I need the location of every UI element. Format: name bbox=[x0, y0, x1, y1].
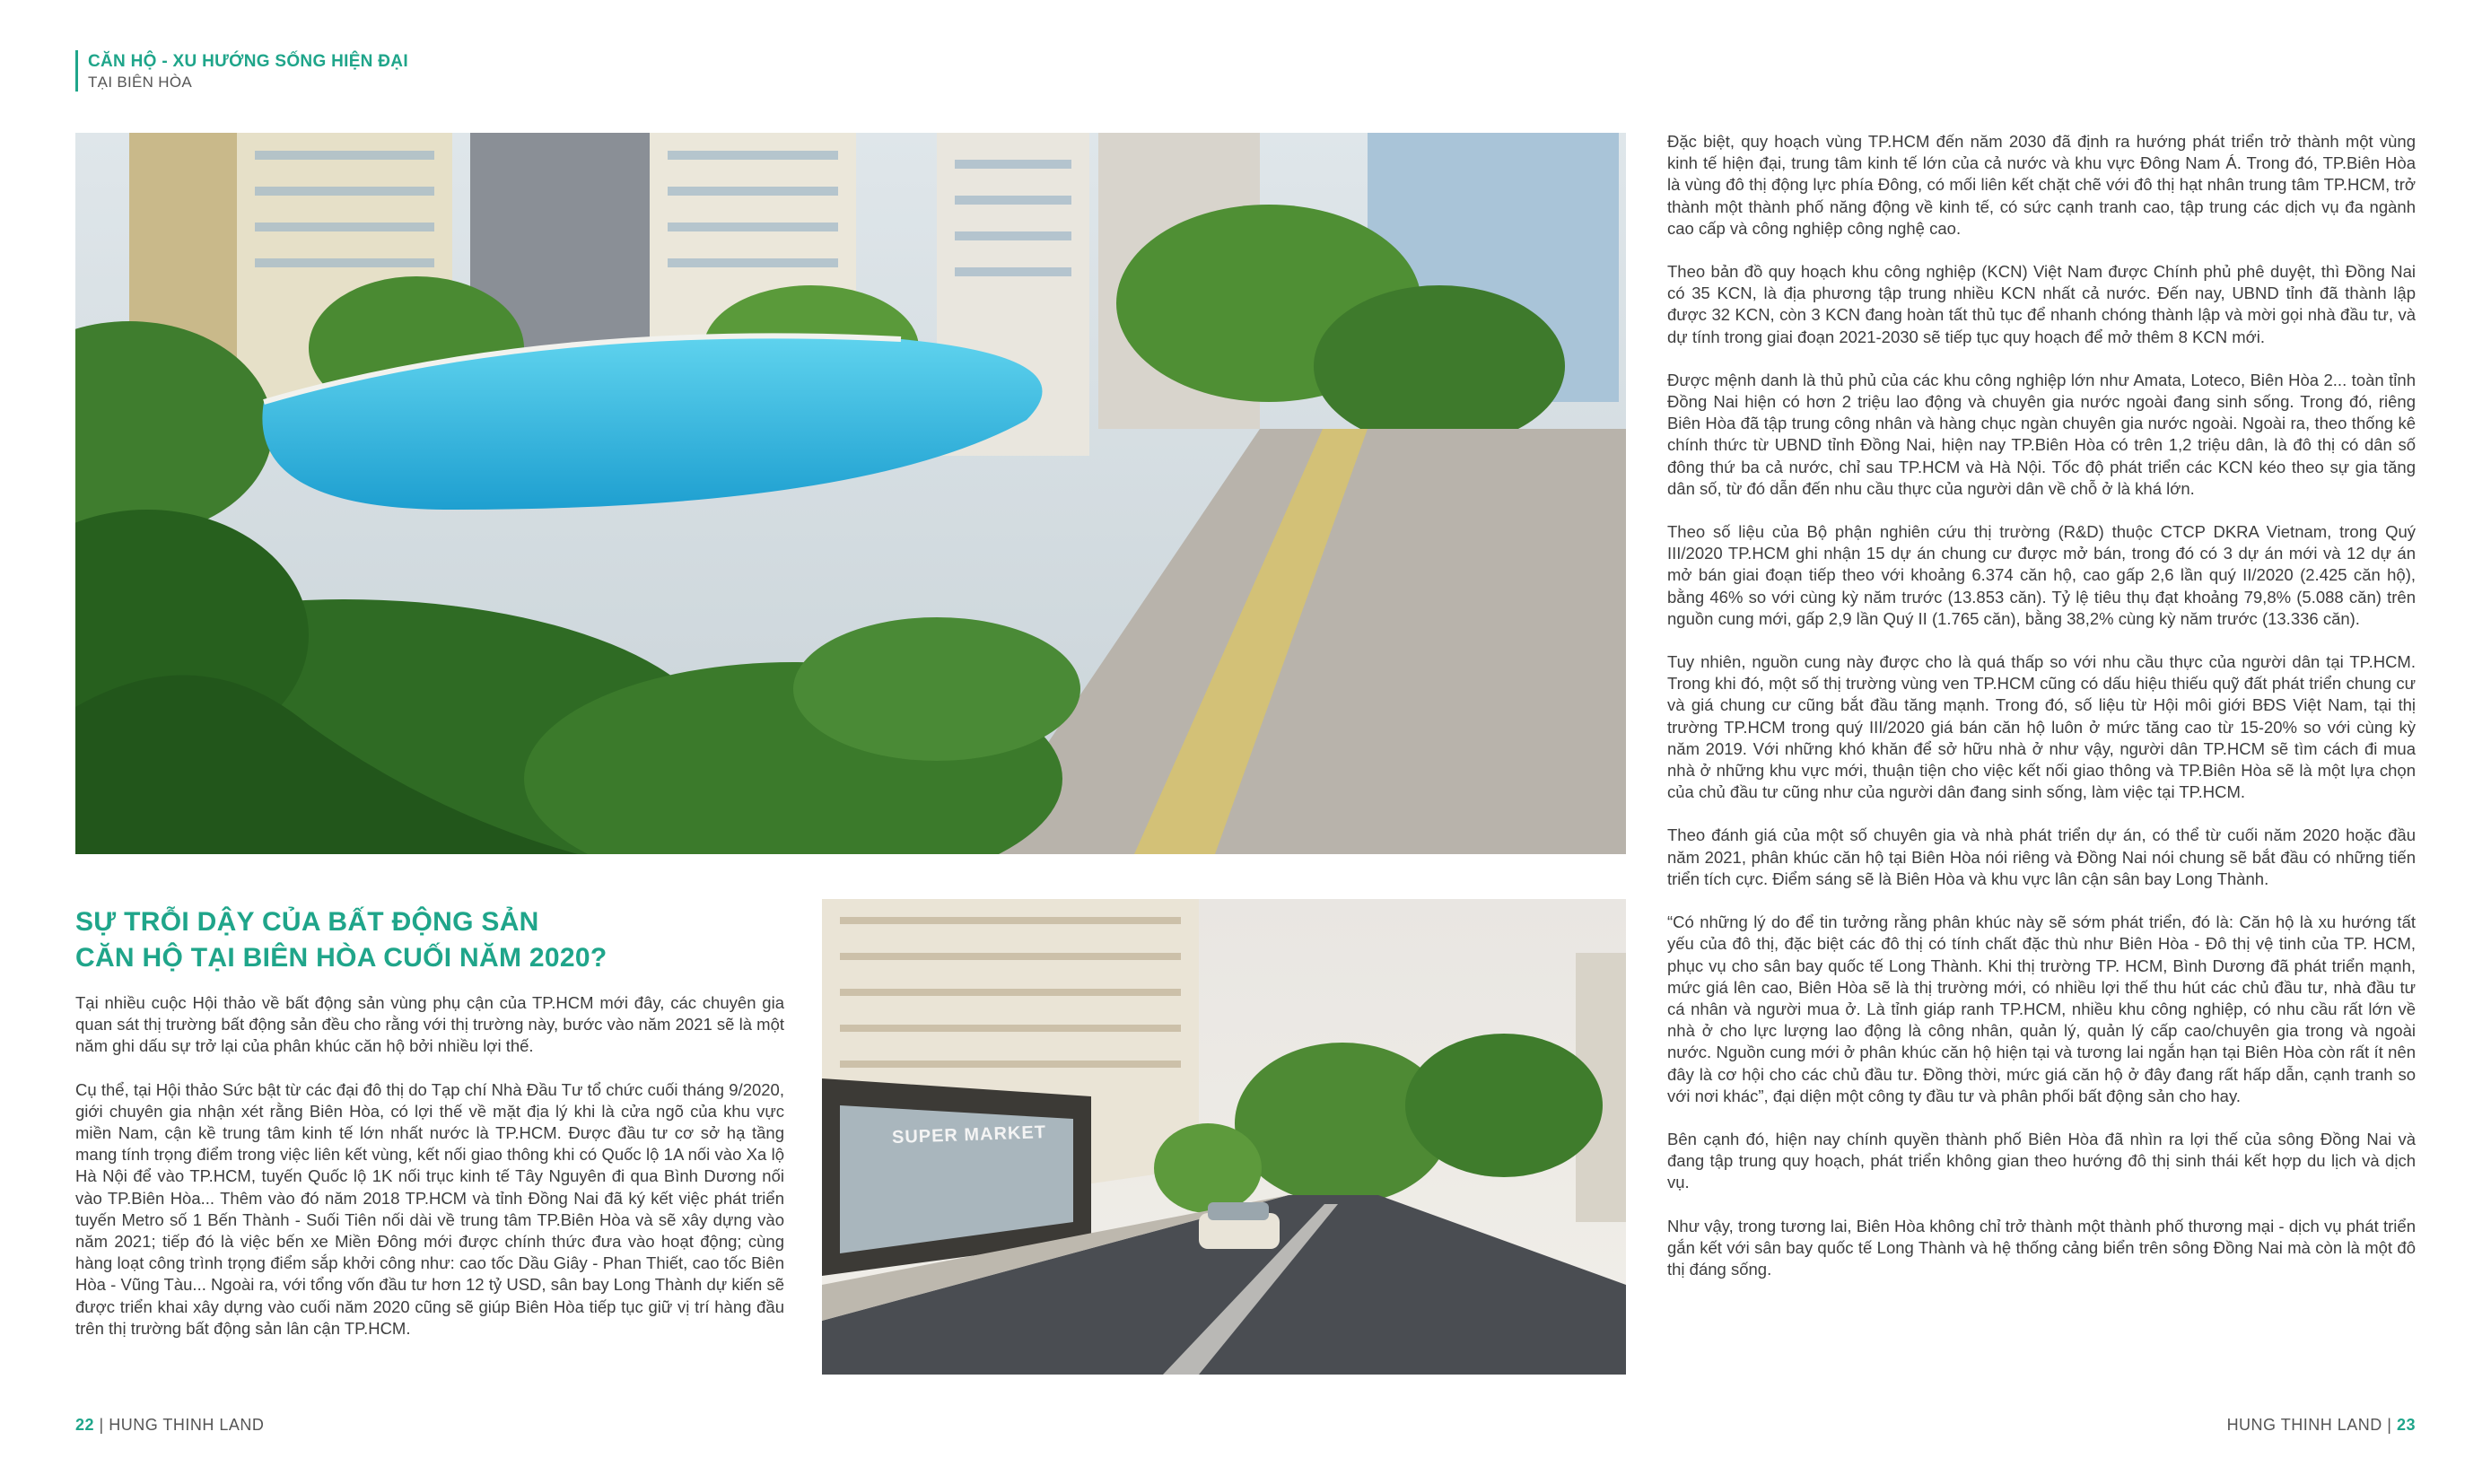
left-article-column bbox=[75, 992, 784, 1361]
footer-left bbox=[75, 1416, 264, 1435]
page-number-right: 23 bbox=[2396, 1416, 2416, 1434]
section-heading-line-1: SỰ TRỖI DẬY CỦA BẤT ĐỘNG SẢN bbox=[75, 907, 539, 937]
paragraph: Cụ thể, tại Hội thảo Sức bật từ các đại đô thị do Tạp chí Nhà Đầu Tư tổ chức cuối tháng 9/2020, giới chuyên gia nhận xét rằng Biên Hòa, có lợi thế về mặt địa lý khi là cửa ngõ của khu vực miền Nam, cận kề trung tâm kinh tế lớn nhất nước là TP.HCM. Được đầu tư cơ sở hạ tầng mang tính trọng điểm trong việc liên kết vùng, kết nối giao thông khi có Quốc lộ 1A nối vào Xa lộ Hà Nội để vào TP.HCM, tuyến Quốc lộ 1K nối trục kinh tế Tây Nguyên đi qua Bình Dương nối vào TP.Biên Hòa... Thêm vào đó năm 2018 TP.HCM và tỉnh Đồng Nai đã ký kết việc phát triển tuyến Metro số 1 Bến Thành - Suối Tiên nối dài về trung tâm TP.Biên Hòa và sẽ xây dựng vào năm 2021; tiếp đó là việc bến xe Miền Đông mới được chính thức đưa vào hoạt động; cùng hàng loạt công trình trọng điểm sắp khởi công như: cao tốc Dầu Giây - Phan Thiết, cao tốc Biên Hòa - Vũng Tàu... Ngoài ra, với tổng vốn đầu tư hơn 12 tỷ USD, sân bay Long Thành dự kiến sẽ được triển khai xây dựng vào cuối năm 2020 cũng sẽ giúp Biên Hòa tiếp tục giữ vị trí hàng đầu trên thị trường bất động sản lân cận TP.HCM. bbox=[75, 1079, 784, 1338]
header-accent-bar bbox=[75, 50, 78, 92]
footer-brand: HUNG THINH LAND bbox=[2226, 1416, 2382, 1434]
supermarket-sign: SUPER MARKET bbox=[891, 1122, 1047, 1148]
paragraph: Như vậy, trong tương lai, Biên Hòa không chỉ trở thành một thành phố thương mại - dịch vụ phát triển gắn kết với sân bay quốc tế Long Thành và hệ thống cảng biển trên sông Đồng Nai mà còn là một đô thị đáng sống. bbox=[1667, 1216, 2416, 1279]
paragraph: Tại nhiều cuộc Hội thảo về bất động sản vùng phụ cận của TP.HCM mới đây, các chuyên gia quan sát thị trường bất động sản đều cho rằng với thị trường này, bước vào năm 2021 sẽ là một năm ghi dấu sự trở lại của phân khúc căn hộ bởi nhiều lợi thế. bbox=[75, 993, 784, 1056]
street-photo bbox=[822, 899, 1626, 1375]
footer-separator: | bbox=[99, 1416, 104, 1434]
section-heading bbox=[75, 904, 775, 976]
paragraph: Được mệnh danh là thủ phủ của các khu công nghiệp lớn như Amata, Loteco, Biên Hòa 2... toàn tỉnh Đồng Nai hiện có hơn 2 triệu lao động và chuyên gia nước ngoài đang sinh sống. Trong đó, riêng Biên Hòa đã tập trung công nhân và hàng chục ngàn chuyên gia nước ngoài. Ngoài ra, theo thống kê chính thức từ UBND tỉnh Đồng Nai, hiện nay TP.Biên Hòa có trên 1,2 triệu dân, là đô thị có dân số đông thứ ba cả nước, chỉ sau TP.HCM và Hà Nội. Tốc độ phát triển các KCN kéo theo sự gia tăng dân số, từ đó dẫn đến nhu cầu thực của người dân về chỗ ở là khá lớn. bbox=[1667, 370, 2416, 498]
pool-illustration bbox=[75, 133, 1626, 854]
page-subtitle: TẠI BIÊN HÒA bbox=[88, 74, 193, 91]
footer-separator: | bbox=[2387, 1416, 2392, 1434]
right-article-column bbox=[1667, 131, 2416, 1302]
paragraph: “Có những lý do để tin tưởng rằng phân khúc này sẽ sớm phát triển, đó là: Căn hộ là xu hướng tất yếu của đô thị, đặc biệt các đô thị có tính chất đặc thù như Biên Hòa - Đô thị vệ tinh của TP. HCM, phục vụ cho sân bay quốc tế Long Thành. Khi thị trường TP. HCM, Bình Dương đã phát triển mạnh, mức giá lên cao, Biên Hòa sẽ là thị trường mới, có nhiều lợi thế thu hút các chủ đầu tư, nhà đầu tư cá nhân và người mua ở. Là tỉnh giáp ranh TP.HCM, nhiều khu công nghiệp, có nhu cầu rất lớn về nhà ở cho lực lượng lao động là công nhân, quản lý, quản lý cấp cao/chuyên gia trong và ngoài nước. Nguồn cung mới ở phân khúc căn hộ hiện tại và tương lai ngắn hạn tại Biên Hòa còn rất ít nên đây là cơ hội cho các chủ đầu tư. Đồng thời, mức giá căn hộ ở đây đang rất hấp dẫn, cạnh tranh so với nơi khác”, đại diện một công ty đầu tư và phân phối bất động sản cho hay. bbox=[1667, 912, 2416, 1105]
paragraph: Theo bản đồ quy hoạch khu công nghiệp (KCN) Việt Nam được Chính phủ phê duyệt, thì Đồng Nai có 35 KCN, là địa phương tập trung nhiều KCN nhất cả nước. Đến nay, UBND tỉnh đã thành lập được 32 KCN, còn 3 KCN đang hoàn tất thủ tục để nhanh chóng thành lập và mời gọi nhà đầu tư, và dự tính trong giai đoạn 2021-2030 sẽ tiếp tục quy hoạch để mở thêm 8 KCN mới. bbox=[1667, 262, 2416, 346]
page-number-left: 22 bbox=[75, 1416, 95, 1434]
paragraph: Bên cạnh đó, hiện nay chính quyền thành phố Biên Hòa đã nhìn ra lợi thế của sông Đồng Nai và đang tập trung quy hoạch, phát triển không gian theo hướng đô thị sinh thái kết hợp du lịch và dịch vụ. bbox=[1667, 1129, 2416, 1192]
paragraph: Đặc biệt, quy hoạch vùng TP.HCM đến năm 2030 đã định ra hướng phát triển trở thành một vùng kinh tế hiện đại, trung tâm kinh tế lớn của cả nước và khu vực Đông Nam Á. Trong đó, TP.Biên Hòa là vùng đô thị động lực phía Đông, có mối liên kết chặt chẽ với đô thị hạt nhân trung tâm TP.HCM, trở thành một thành phố năng động về kinh tế, có sức cạnh tranh cao, tập trung các dịch vụ đa ngành cao cấp và công nghiệp công nghệ cao. bbox=[1667, 132, 2416, 238]
footer-right bbox=[2227, 1416, 2416, 1435]
page-title: CĂN HỘ - XU HƯỚNG SỐNG HIỆN ĐẠI bbox=[88, 52, 408, 71]
paragraph: Theo đánh giá của một số chuyên gia và nhà phát triển dự án, có thể từ cuối năm 2020 hoặc đầu năm 2021, phân khúc căn hộ tại Biên Hòa nói riêng và Đồng Nai nói chung sẽ bắt đầu có những tiến triển tích cực. Điểm sáng sẽ là Biên Hòa và khu vực lân cận sân bay Long Thành. bbox=[1667, 825, 2416, 888]
section-heading-line-2: CĂN HỘ TẠI BIÊN HÒA CUỐI NĂM 2020? bbox=[75, 943, 607, 973]
pool-photo bbox=[75, 133, 1626, 854]
paragraph: Theo số liệu của Bộ phận nghiên cứu thị trường (R&D) thuộc CTCP DKRA Vietnam, trong Quý III/2020 TP.HCM ghi nhận 15 dự án chung cư được mở bán, trong đó có 3 dự án mới và 12 dự án mở bán giai đoạn tiếp theo với khoảng 6.374 căn hộ, cao gấp 2,6 lần quý II/2020 (2.425 căn hộ), bằng 46% so với cùng kỳ năm trước (13.853 căn). Tỷ lệ tiêu thụ đạt khoảng 79,8% (5.088 căn) trên nguồn cung mới, gấp 2,9 lần Quý II (1.765 căn), bằng 38,2% cùng kỳ năm trước (13.336 căn). bbox=[1667, 522, 2416, 628]
paragraph: Tuy nhiên, nguồn cung này được cho là quá thấp so với nhu cầu thực của người dân tại TP.HCM. Trong khi đó, một số thị trường vùng ven TP.HCM cũng có dấu hiệu thiếu quỹ đất phát triển chung cư và giá chung cư cũng bắt đầu tăng mạnh. Trong đó, số liệu từ Hội môi giới BĐS Việt Nam, tại thị trường TP.HCM trong quý III/2020 giá bán căn hộ luôn ở mức tăng cao từ 15-20% so với cùng kỳ năm 2019. Với những khó khăn để sở hữu nhà ở như vậy, người dân TP.HCM sẽ tìm cách đi mua nhà ở những khu vực mới, thuận tiện cho việc kết nối giao thông và TP.Biên Hòa sẽ là một lựa chọn của chủ đầu tư cũng như của người dân đang sinh sống, làm việc tại TP.HCM. bbox=[1667, 652, 2416, 802]
footer-brand: HUNG THINH LAND bbox=[109, 1416, 265, 1434]
